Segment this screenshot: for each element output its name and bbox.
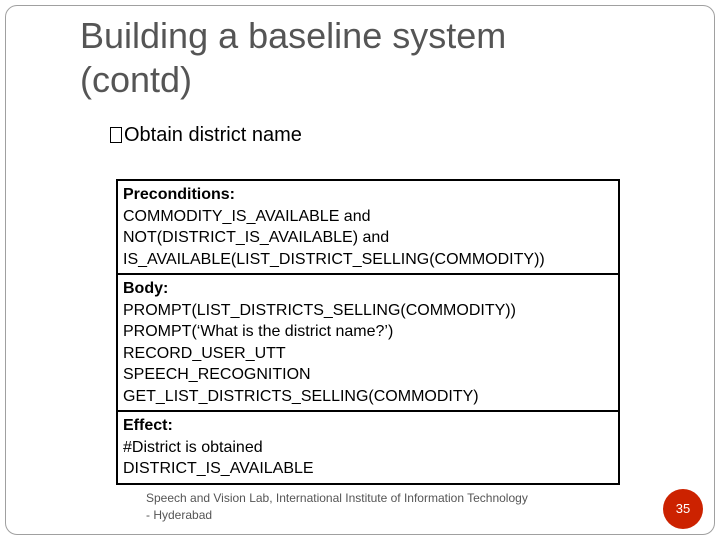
slide-footer	[146, 490, 616, 524]
preconditions-line: IS_AVAILABLE(LIST_DISTRICT_SELLING(COMMODITY))	[123, 250, 545, 268]
preconditions-line: NOT(DISTRICT_IS_AVAILABLE) and	[123, 229, 390, 246]
bullet-square-icon	[110, 127, 122, 143]
preconditions-line: COMMODITY_IS_AVAILABLE and	[123, 207, 371, 225]
page-number-badge: 35	[663, 489, 703, 529]
footer-line-2: - Hyderabad	[146, 508, 213, 522]
body-heading: Body:	[123, 280, 169, 297]
title-line-1: Building a baseline system	[80, 15, 507, 56]
body-line: RECORD_USER_UTT	[123, 344, 286, 362]
effect-line: #District is obtained	[123, 438, 263, 456]
operator-box	[116, 179, 620, 485]
body-line: SPEECH_RECOGNITION	[123, 366, 311, 383]
footer-line-1: Speech and Vision Lab, International Institute of Information Technology	[146, 491, 528, 505]
effect-line: DISTRICT_IS_AVAILABLE	[123, 460, 314, 477]
title-line-2: (contd)	[80, 59, 193, 100]
body-section	[118, 273, 618, 410]
body-line: PROMPT(‘What is the district name?’)	[123, 323, 394, 340]
preconditions-section	[118, 181, 618, 273]
bullet-text: Obtain district name	[124, 124, 302, 146]
preconditions-heading: Preconditions:	[123, 186, 236, 203]
effect-heading: Effect:	[123, 417, 173, 434]
bullet-item	[110, 122, 302, 148]
slide-title	[80, 14, 640, 102]
body-line: GET_LIST_DISTRICTS_SELLING(COMMODITY)	[123, 387, 479, 405]
effect-section	[118, 410, 618, 483]
slide	[5, 5, 715, 535]
body-line: PROMPT(LIST_DISTRICTS_SELLING(COMMODITY))	[123, 301, 516, 319]
